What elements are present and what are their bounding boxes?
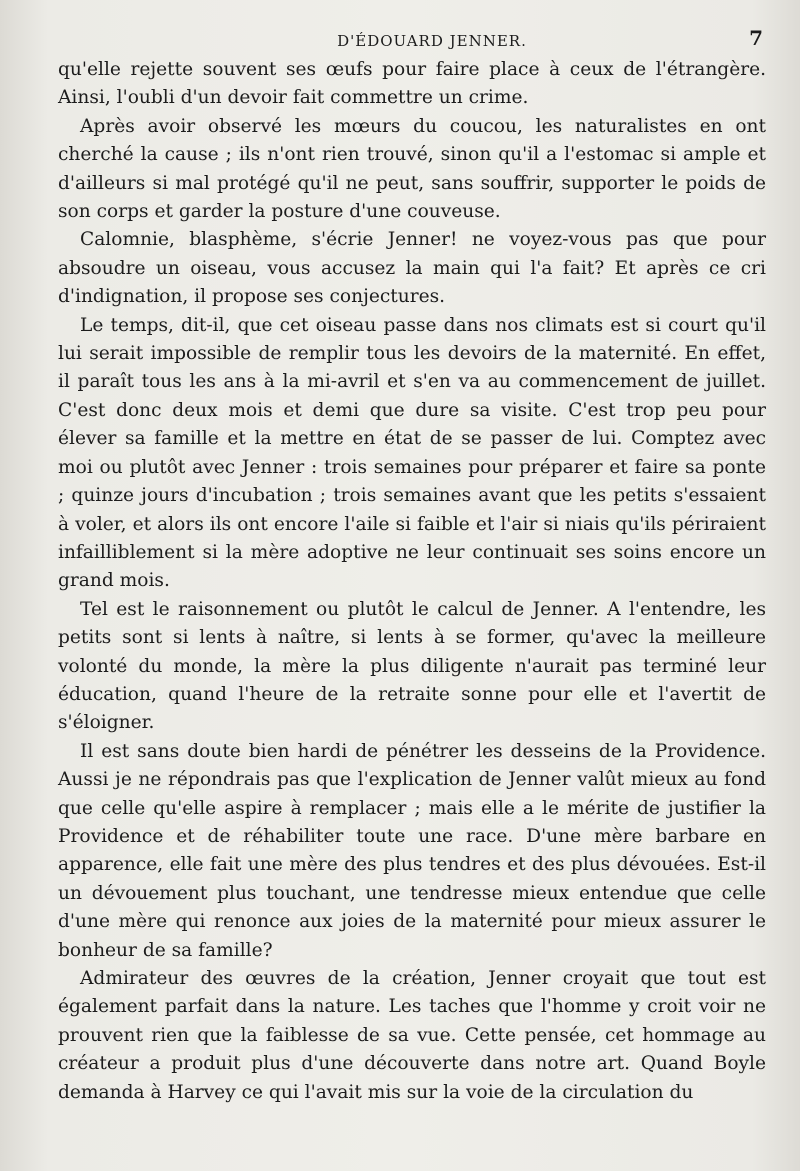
page-number: 7 [749, 26, 764, 50]
paragraph: Tel est le raisonnement ou plutôt le calcul de Jenner. A l'entendre, les petits sont si lents à naître, si lents à se former, qu'avec la meilleure volonté du monde, la mère la plus diligente n'aurait pas terminé leur éducation, quand l'heure de la retraite sonne pour elle et l'avertit de s'éloigner. [58, 598, 766, 734]
running-title: D'ÉDOUARD JENNER. [337, 32, 527, 50]
running-header [58, 26, 766, 56]
paragraph: Après avoir observé les mœurs du coucou, les naturalistes en ont cherché la cause ; ils n'ont rien trouvé, sinon qu'il a l'estomac si ample et d'ailleurs si mal protégé qu'il ne peut, sans souffrir, supporter le poids de son corps et garder la posture d'une couveuse. [58, 115, 766, 223]
paragraph-continuation: qu'elle rejette souvent ses œufs pour faire place à ceux de l'étrangère. Ainsi, l'oubli d'un devoir fait commettre un crime. [58, 59, 766, 109]
body-text [58, 56, 766, 1107]
paragraph: Il est sans doute bien hardi de pénétrer les desseins de la Providence. Aussi je ne répondrais pas que l'explication de Jenner valût mieux au fond que celle qu'elle aspire à remplacer ; mais elle a le mérite de justifier la Providence et de réhabiliter toute une race. D'une mère barbare en apparence, elle fait une mère des plus tendres et des plus dévouées. Est-il un dévouement plus touchant, une tendresse mieux entendue que celle d'une mère qui renonce aux joies de la maternité pour mieux assurer le bonheur de sa famille? [58, 740, 766, 961]
paragraph: Calomnie, blasphème, s'écrie Jenner! ne voyez-vous pas que pour absoudre un oiseau, vous accusez la main qui l'a fait? Et après ce cri d'indignation, il propose ses conjectures. [58, 229, 766, 308]
paragraph: Le temps, dit-il, que cet oiseau passe dans nos climats est si court qu'il lui serait impossible de remplir tous les devoirs de la maternité. En effet, il paraît tous les ans à la mi-avril et s'en va au commencement de juillet. C'est donc deux mois et demi que dure sa visite. C'est trop peu pour élever sa famille et la mettre en état de se passer de lui. Comptez avec moi ou plutôt avec Jenner : trois semaines pour préparer et faire sa ponte ; quinze jours d'incubation ; trois semaines avant que les petits s'essaient à voler, et alors ils ont encore l'aile si faible et l'air si niais qu'ils périraient infailliblement si la mère adoptive ne leur continuait ses soins encore un grand mois. [58, 314, 766, 592]
paragraph: Admirateur des œuvres de la création, Jenner croyait que tout est également parfait dans la nature. Les taches que l'homme y croit voir ne prouvent rien que la faiblesse de sa vue. Cette pensée, cet hommage au créateur a produit plus d'une découverte dans notre art. Quand Boyle demanda à Harvey ce qui l'avait mis sur la voie de la circulation du [58, 968, 766, 1103]
